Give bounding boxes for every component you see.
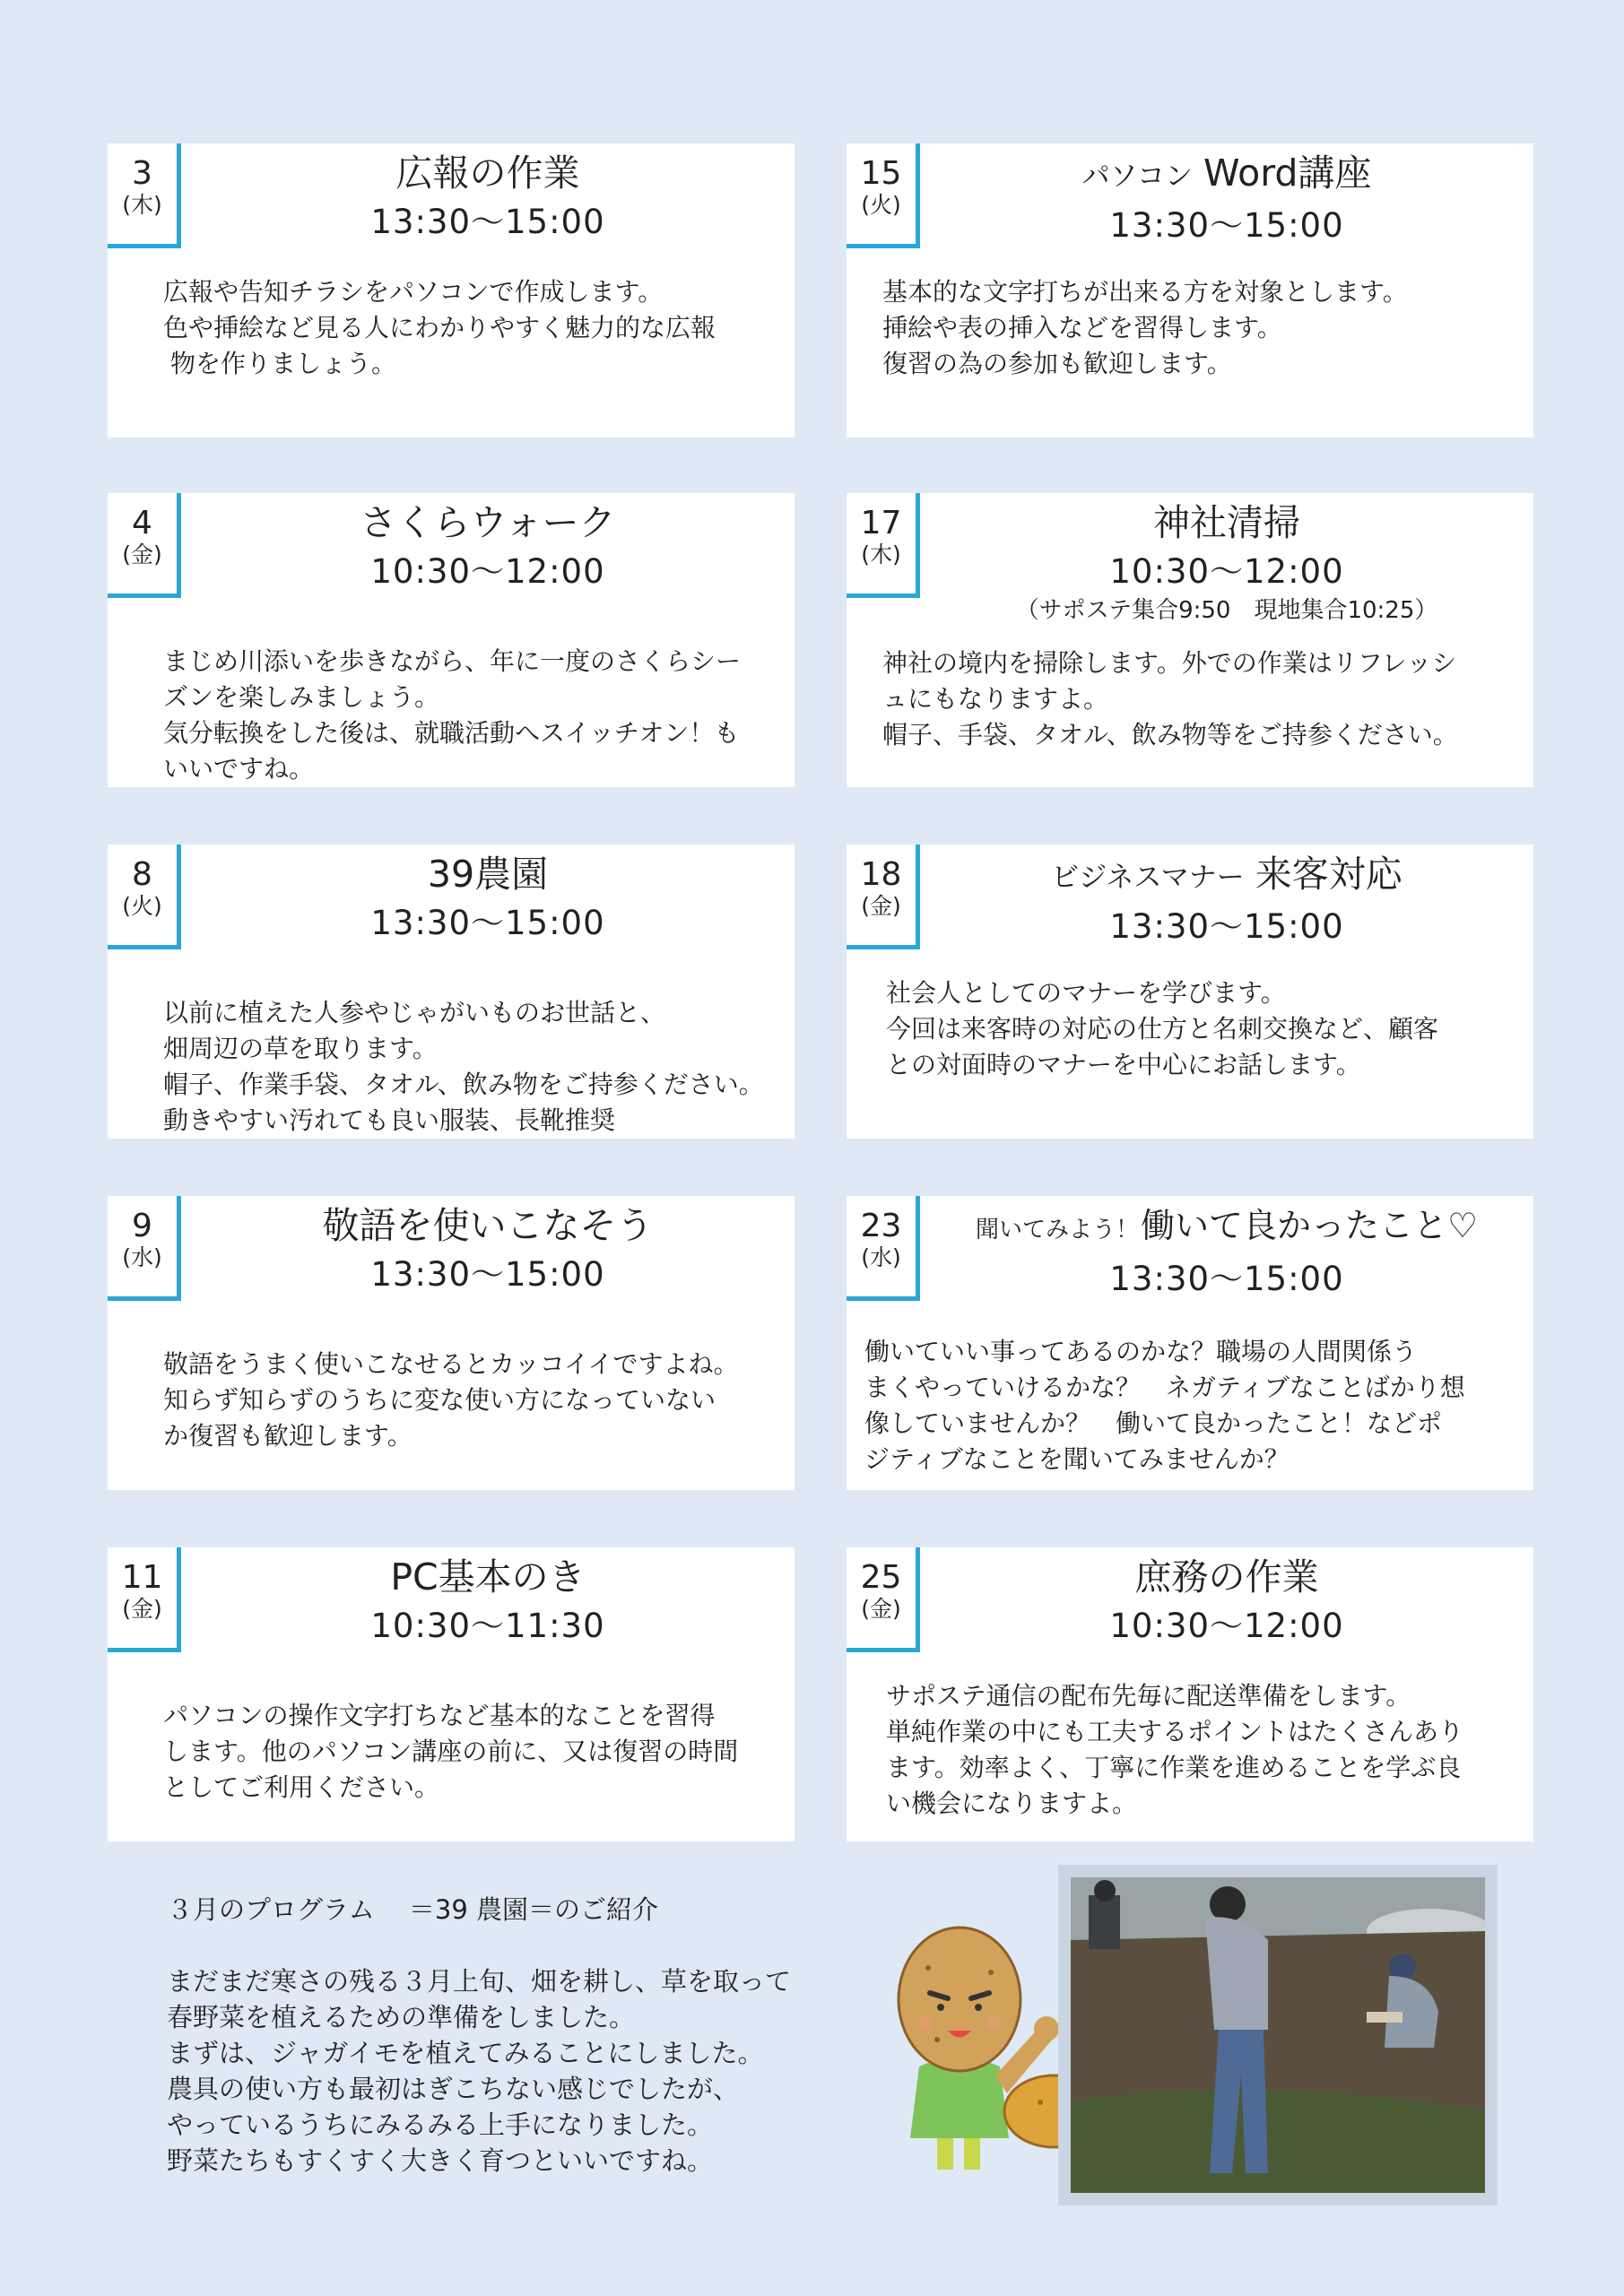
date-day: 11 bbox=[121, 1559, 163, 1596]
date-badge bbox=[108, 493, 181, 598]
program-time: 10:30～12:00 bbox=[1109, 552, 1344, 591]
program-title: 広報の作業 bbox=[395, 152, 580, 195]
intro-line: やっているうちにみるみる上手になりました。 bbox=[167, 2110, 714, 2140]
program-description: 社会人としてのマナーを学びます。 今回は来客時の対応の仕方と名刺交換など、顧客 との対面時のマナーを中心にお話します。 bbox=[886, 978, 1439, 1079]
date-day: 4 bbox=[132, 505, 152, 542]
date-day: 17 bbox=[860, 505, 902, 542]
program-title: 聞いてみよう！働いて良かったこと♡ bbox=[975, 1206, 1479, 1245]
date-day: 9 bbox=[132, 1208, 152, 1244]
program-title: パソコン Word講座 bbox=[1081, 152, 1372, 195]
program-description: 広報や告知チラシをパソコンで作成します。 色や挿絵など見る人にわかりやすく魅力的な広報 物を作りましょう。 bbox=[163, 277, 716, 378]
date-badge bbox=[847, 845, 920, 949]
date-badge bbox=[108, 143, 181, 248]
program-description: まじめ川添いを歩きながら、年に一度のさくらシー ズンを楽しみましょう。 気分転換をした後は、就職活動へスイッチオン！も いいですね。 bbox=[163, 646, 742, 784]
program-card bbox=[108, 845, 795, 1139]
date-weekday: (金) bbox=[861, 1596, 901, 1622]
date-weekday: (水) bbox=[861, 1244, 901, 1270]
date-badge bbox=[108, 1196, 181, 1301]
date-day: 3 bbox=[132, 155, 152, 192]
program-time: 13:30～15:00 bbox=[370, 1255, 605, 1294]
date-badge bbox=[847, 493, 920, 598]
date-badge bbox=[108, 845, 181, 949]
program-card bbox=[847, 845, 1533, 1139]
date-badge bbox=[847, 1196, 920, 1301]
farm-photo-frame bbox=[1058, 1865, 1498, 2205]
date-day: 18 bbox=[860, 856, 902, 893]
intro-line: まだまだ寒さの残る３月上旬、畑を耕し、草を取って bbox=[167, 1966, 792, 1997]
program-time: 10:30～12:00 bbox=[370, 552, 605, 591]
program-title: ビジネスマナー 来客対応 bbox=[1051, 853, 1403, 896]
farm-introduction bbox=[167, 1892, 791, 2179]
program-title: 敬語を使いこなそう bbox=[322, 1204, 654, 1247]
program-card bbox=[108, 143, 795, 438]
date-weekday: (木) bbox=[861, 542, 901, 568]
program-title: 39農園 bbox=[427, 853, 549, 896]
program-time: 13:30～15:00 bbox=[1109, 206, 1344, 245]
date-badge bbox=[847, 143, 920, 248]
date-day: 23 bbox=[860, 1208, 902, 1244]
date-weekday: (金) bbox=[122, 542, 162, 568]
intro-line: 農具の使い方も最初はぎこちない感じでしたが、 bbox=[167, 2074, 740, 2104]
program-description: 敬語をうまく使いこなせるとカッコイイですよね。 知らず知らずのうちに変な使い方になっていない か復習も歓迎します。 bbox=[163, 1349, 739, 1451]
program-description: 基本的な文字打ちが出来る方を対象とします。 挿絵や表の挿入などを習得します。 復習の為の参加も歓迎します。 bbox=[882, 277, 1408, 378]
program-title: 神社清掃 bbox=[1153, 501, 1300, 544]
farm-photo-scene bbox=[1071, 1877, 1485, 2193]
program-card bbox=[847, 1196, 1533, 1490]
program-time: 13:30～15:00 bbox=[370, 904, 605, 942]
program-title: 庶務の作業 bbox=[1134, 1555, 1319, 1599]
program-time: 13:30～15:00 bbox=[1109, 907, 1344, 946]
program-description: パソコンの操作文字打ちなど基本的なことを習得 します。他のパソコン講座の前に、又は復習の時間 としてご利用ください。 bbox=[163, 1701, 739, 1802]
program-description: 神社の境内を掃除します。外での作業はリフレッシ ュにもなりますよ。 帽子、手袋、タオル、飲み物等をご持参ください。 bbox=[882, 648, 1458, 749]
program-card bbox=[108, 1547, 795, 1841]
date-day: 15 bbox=[860, 155, 902, 192]
date-weekday: (火) bbox=[122, 893, 162, 919]
program-meeting-note: （サポステ集合9:50 現地集合10:25） bbox=[1015, 597, 1438, 624]
date-weekday: (火) bbox=[861, 192, 901, 218]
date-day: 25 bbox=[860, 1559, 902, 1596]
program-description: 働いていい事ってあるのかな？職場の人間関係う まくやっていけるかな？ ネガティブなことばかり想 像していませんか？ 働いて良かったこと！などポ ジティブなことを聞いてみませんか？ bbox=[864, 1337, 1465, 1474]
program-time: 10:30～12:00 bbox=[1109, 1607, 1344, 1645]
farm-work-photo bbox=[1071, 1877, 1485, 2193]
program-time: 13:30～15:00 bbox=[1109, 1260, 1344, 1298]
program-time: 10:30～11:30 bbox=[370, 1607, 605, 1645]
date-badge bbox=[108, 1547, 181, 1652]
date-weekday: (金) bbox=[122, 1596, 162, 1622]
intro-line: 春野菜を植えるための準備をしました。 bbox=[167, 2002, 636, 2032]
program-title: PC基本のき bbox=[390, 1555, 586, 1599]
date-day: 8 bbox=[132, 856, 152, 893]
program-card bbox=[847, 493, 1533, 787]
date-badge bbox=[847, 1547, 920, 1652]
program-card bbox=[847, 143, 1533, 438]
intro-line: まずは、ジャガイモを植えてみることにしました。 bbox=[167, 2038, 764, 2068]
program-card bbox=[847, 1547, 1533, 1841]
program-description: 以前に植えた人参やじゃがいものお世話と、 畑周辺の草を取ります。 帽子、作業手袋、タオル、飲み物をご持参ください。 動きやすい汚れても良い服装、長靴推奨 bbox=[163, 998, 764, 1135]
intro-line: 野菜たちもすくすく大きく育つといいですね。 bbox=[167, 2145, 714, 2176]
program-title: さくらウォーク bbox=[360, 501, 616, 544]
intro-heading: ３月のプログラム ＝39 農園＝のご紹介 bbox=[167, 1894, 659, 1925]
date-weekday: (水) bbox=[122, 1244, 162, 1270]
date-weekday: (木) bbox=[122, 192, 162, 218]
date-weekday: (金) bbox=[861, 893, 901, 919]
program-time: 13:30～15:00 bbox=[370, 203, 605, 241]
program-card bbox=[108, 1196, 795, 1490]
program-card bbox=[108, 493, 795, 787]
program-description: サポステ通信の配布先毎に配送準備をします。 単純作業の中にも工夫するポイントはたくさんあり ます。効率よく、丁寧に作業を進めることを学ぶ良 い機会になりますよ。 bbox=[886, 1681, 1464, 1818]
